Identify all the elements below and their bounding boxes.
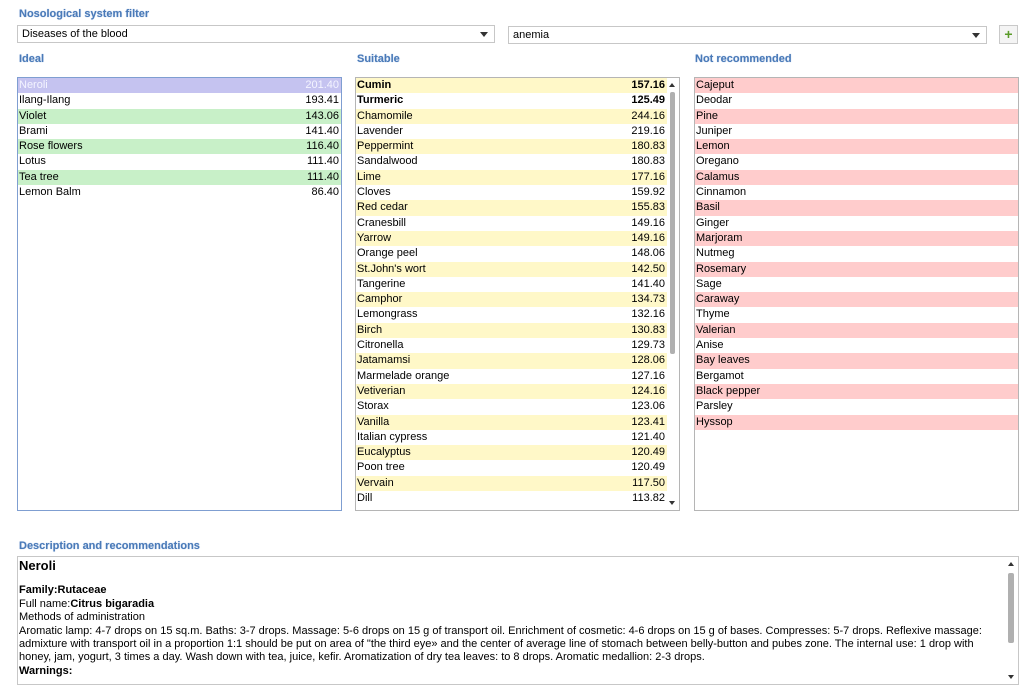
list-item[interactable] xyxy=(695,93,1018,108)
item-score: 132.16 xyxy=(631,308,665,321)
item-score: 124.16 xyxy=(631,384,665,397)
list-item[interactable] xyxy=(695,292,1018,307)
item-name: Dill xyxy=(357,492,373,505)
item-name: Tangerine xyxy=(357,277,406,290)
item-name: Jatamamsi xyxy=(357,354,411,367)
list-item[interactable] xyxy=(695,170,1018,185)
item-name: Sandalwood xyxy=(357,155,418,168)
item-name: Cajeput xyxy=(696,79,734,91)
warnings-label: Warnings: xyxy=(19,664,73,677)
list-item[interactable] xyxy=(18,170,341,185)
list-item[interactable] xyxy=(18,78,341,93)
list-item[interactable] xyxy=(695,154,1018,169)
item-name: Storax xyxy=(357,400,389,413)
item-name: Lemon Balm xyxy=(19,186,81,199)
item-score: 157.16 xyxy=(631,79,665,91)
item-name: Poon tree xyxy=(357,461,405,474)
ideal-title: Ideal xyxy=(19,53,45,65)
item-score: 123.06 xyxy=(631,400,665,413)
item-score: 201.40 xyxy=(305,79,339,91)
item-name: Cumin xyxy=(357,79,392,91)
item-score: 111.40 xyxy=(306,170,339,183)
item-name: Black pepper xyxy=(696,384,761,397)
item-score: 127.16 xyxy=(631,369,665,382)
item-name: Nutmeg xyxy=(696,247,735,260)
item-name: Vanilla xyxy=(357,415,390,428)
item-name: Vetiverian xyxy=(357,384,406,397)
list-item[interactable] xyxy=(356,277,679,292)
item-name: Marjoram xyxy=(696,231,743,244)
item-name: Brami xyxy=(19,124,48,137)
item-score: 125.49 xyxy=(631,94,665,107)
item-name: Red cedar xyxy=(357,201,408,214)
item-score: 159.92 xyxy=(631,186,665,199)
item-name: Lime xyxy=(357,170,381,183)
list-item[interactable] xyxy=(695,231,1018,246)
item-score: 120.49 xyxy=(631,446,665,459)
list-item[interactable] xyxy=(18,93,341,108)
item-name: Violet xyxy=(19,109,47,122)
item-score: 219.16 xyxy=(631,124,665,137)
item-name: Basil xyxy=(696,201,720,214)
methods-label: Methods of administration xyxy=(19,611,145,624)
list-item[interactable] xyxy=(695,216,1018,231)
item-score: 141.40 xyxy=(305,124,339,137)
list-item[interactable] xyxy=(356,185,679,200)
list-item[interactable] xyxy=(695,185,1018,200)
list-item[interactable] xyxy=(18,109,341,124)
item-name: Camphor xyxy=(357,293,403,306)
list-item[interactable] xyxy=(18,139,341,154)
item-score: 113.82 xyxy=(632,492,665,505)
list-item[interactable] xyxy=(695,384,1018,399)
list-item[interactable] xyxy=(356,262,679,277)
list-item[interactable] xyxy=(695,124,1018,139)
item-score: 149.16 xyxy=(631,216,665,229)
suitable-scrollbar[interactable] xyxy=(667,78,679,510)
item-score: 142.50 xyxy=(631,262,665,275)
item-name: Tea tree xyxy=(19,170,59,183)
item-name: Parsley xyxy=(696,400,733,413)
item-name: Anise xyxy=(696,339,724,352)
description-panel[interactable] xyxy=(17,556,1019,685)
item-name: Oregano xyxy=(696,155,739,168)
description-title: Description and recommendations xyxy=(19,540,200,552)
item-name: Rose flowers xyxy=(19,140,83,153)
methods-text: Aromatic lamp: 4-7 drops on 15 sq.m. Baths: 3-7 drops. Massage: 5-6 drops on 15 g of transport oil. Enrichment of cosmetic: 4-6 drops on 15 g of bases. Compresses: 5-7 drops. Reflexive massage: admixture with transport oil in a proportion 1:1 should be put on area of "the third eye» and the center of average line of stomach between belly-button and pubes zone. The internal use: 1 drop with honey, jam, yogurt, 3 times a day. Wash down with tea, juice, kefir. Aromatization of dry tea leaves: to 8 drops. Aromatic medallion: 2-3 drops. xyxy=(19,624,982,664)
scroll-up-icon[interactable] xyxy=(669,83,675,87)
list-item[interactable] xyxy=(356,154,679,169)
item-name: Citronella xyxy=(357,339,404,352)
item-score: 134.73 xyxy=(631,293,665,306)
item-name: Sage xyxy=(696,277,722,290)
item-name: Marmelade orange xyxy=(357,369,450,382)
list-item[interactable] xyxy=(356,124,679,139)
item-name: Neroli xyxy=(19,79,48,91)
item-name: Birch xyxy=(357,323,383,336)
item-score: 130.83 xyxy=(631,323,665,336)
item-name: Lemon xyxy=(696,140,730,153)
item-name: Valerian xyxy=(696,323,736,336)
list-item[interactable] xyxy=(356,476,679,491)
disease-select[interactable] xyxy=(508,26,987,44)
item-name: Juniper xyxy=(696,124,733,137)
item-score: 193.41 xyxy=(305,94,339,107)
item-name: Chamomile xyxy=(357,109,413,122)
item-name: Bergamot xyxy=(696,369,744,382)
item-score: 141.40 xyxy=(631,277,665,290)
item-name: Lotus xyxy=(19,155,46,168)
item-score: 155.83 xyxy=(631,201,665,214)
list-item[interactable] xyxy=(356,307,679,322)
list-item[interactable] xyxy=(695,262,1018,277)
add-button[interactable]: + xyxy=(999,25,1018,44)
item-name: Bay leaves xyxy=(696,354,750,367)
item-score: 180.83 xyxy=(631,140,665,153)
system-select[interactable] xyxy=(17,25,495,43)
suitable-list[interactable] xyxy=(355,77,680,511)
disease-select-value: anemia xyxy=(513,29,550,41)
item-name: St.John's wort xyxy=(357,262,426,275)
item-name: Thyme xyxy=(696,308,730,321)
list-item[interactable] xyxy=(356,415,679,430)
item-score: 148.06 xyxy=(631,247,665,260)
list-item[interactable] xyxy=(356,384,679,399)
list-item[interactable] xyxy=(356,93,679,108)
list-item[interactable] xyxy=(695,399,1018,414)
list-item[interactable] xyxy=(695,139,1018,154)
description-name: Neroli xyxy=(19,558,56,573)
chevron-down-icon xyxy=(480,32,488,37)
list-item[interactable] xyxy=(356,200,679,215)
ideal-list[interactable] xyxy=(17,77,342,511)
item-name: Vervain xyxy=(357,476,394,489)
list-item[interactable] xyxy=(695,338,1018,353)
item-name: Caraway xyxy=(696,293,740,306)
list-item[interactable] xyxy=(356,445,679,460)
list-item[interactable] xyxy=(356,491,679,506)
list-item[interactable] xyxy=(695,415,1018,430)
list-item[interactable] xyxy=(695,369,1018,384)
list-item[interactable] xyxy=(695,277,1018,292)
list-item[interactable] xyxy=(695,307,1018,322)
item-name: Orange peel xyxy=(357,247,418,260)
item-name: Ilang-Ilang xyxy=(19,94,71,107)
list-item[interactable] xyxy=(695,109,1018,124)
list-item[interactable] xyxy=(695,246,1018,261)
list-item[interactable] xyxy=(356,170,679,185)
item-name: Rosemary xyxy=(696,262,747,275)
item-score: 149.16 xyxy=(631,231,665,244)
fullname-line: Full name:Citrus bigaradia xyxy=(19,597,155,610)
item-score: 120.49 xyxy=(631,461,665,474)
item-score: 111.40 xyxy=(306,155,339,168)
list-item[interactable] xyxy=(356,338,679,353)
item-score: 121.40 xyxy=(631,430,665,443)
family-line: Family:Rutaceae xyxy=(19,584,107,597)
list-item[interactable] xyxy=(356,216,679,231)
item-name: Yarrow xyxy=(357,231,392,244)
item-name: Cranesbill xyxy=(357,216,406,229)
item-name: Deodar xyxy=(696,94,733,107)
item-name: Eucalyptus xyxy=(357,446,411,459)
list-item[interactable] xyxy=(356,78,679,93)
list-item[interactable] xyxy=(18,154,341,169)
item-name: Hyssop xyxy=(696,415,733,428)
item-score: 143.06 xyxy=(305,109,339,122)
item-score: 177.16 xyxy=(631,170,665,183)
item-name: Turmeric xyxy=(357,94,404,107)
scroll-up-icon[interactable] xyxy=(1008,562,1014,566)
item-name: Cinnamon xyxy=(696,186,747,199)
list-item[interactable] xyxy=(356,246,679,261)
list-item[interactable] xyxy=(695,323,1018,338)
scroll-thumb[interactable] xyxy=(1008,573,1014,643)
not-recommended-title: Not recommended xyxy=(695,53,792,65)
item-name: Peppermint xyxy=(357,140,414,153)
item-name: Lavender xyxy=(357,124,403,137)
scroll-down-icon[interactable] xyxy=(1008,675,1014,679)
list-item[interactable] xyxy=(695,78,1018,93)
list-item[interactable] xyxy=(356,139,679,154)
not-recommended-list[interactable] xyxy=(694,77,1019,511)
scroll-down-icon[interactable] xyxy=(669,501,675,505)
system-select-value: Diseases of the blood xyxy=(22,28,128,40)
filter-title: Nosological system filter xyxy=(19,8,150,20)
list-item[interactable] xyxy=(356,460,679,475)
list-item[interactable] xyxy=(18,185,341,200)
item-score: 180.83 xyxy=(631,155,665,168)
item-name: Italian cypress xyxy=(357,430,428,443)
suitable-title: Suitable xyxy=(357,53,400,65)
scroll-thumb[interactable] xyxy=(670,92,675,354)
list-item[interactable] xyxy=(356,399,679,414)
list-item[interactable] xyxy=(695,353,1018,368)
item-score: 117.50 xyxy=(632,476,665,489)
list-item[interactable] xyxy=(356,430,679,445)
list-item[interactable] xyxy=(356,323,679,338)
item-score: 86.40 xyxy=(311,186,339,199)
item-score: 244.16 xyxy=(631,109,665,122)
item-name: Calamus xyxy=(696,170,740,183)
item-score: 116.40 xyxy=(306,140,339,153)
item-name: Lemongrass xyxy=(357,308,418,321)
list-item[interactable] xyxy=(356,231,679,246)
list-item[interactable] xyxy=(356,109,679,124)
item-name: Cloves xyxy=(357,186,391,199)
item-score: 128.06 xyxy=(631,354,665,367)
description-scrollbar[interactable] xyxy=(1004,557,1018,684)
item-name: Ginger xyxy=(696,216,730,229)
item-name: Pine xyxy=(696,109,719,122)
list-item[interactable] xyxy=(695,200,1018,215)
list-item[interactable] xyxy=(18,124,341,139)
chevron-down-icon xyxy=(972,33,980,38)
list-item[interactable] xyxy=(356,292,679,307)
item-score: 123.41 xyxy=(631,415,665,428)
list-item[interactable] xyxy=(356,353,679,368)
list-item[interactable] xyxy=(356,369,679,384)
item-score: 129.73 xyxy=(631,339,665,352)
